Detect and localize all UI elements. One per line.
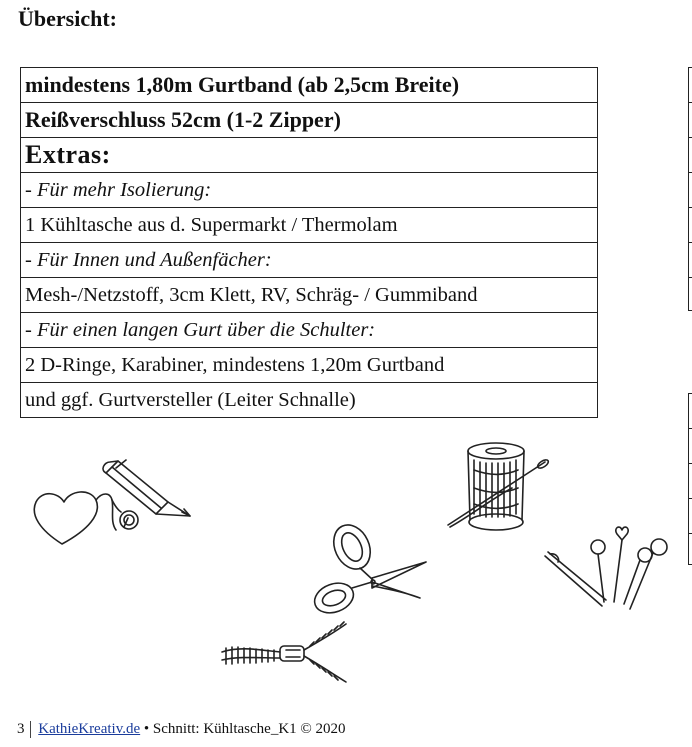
scissors-icon xyxy=(310,519,426,618)
table-cell: 2 D-Ringe, Karabiner, mindestens 1,20m Gurtband xyxy=(21,348,598,383)
page-number: 3 xyxy=(17,721,31,738)
table-cell: mindestens 1,80m Gurtband (ab 2,5cm Breite) xyxy=(21,68,598,103)
page-heading: Übersicht: xyxy=(18,6,117,31)
table-cell: - Für mehr Isolierung: xyxy=(21,173,598,208)
footer-bullet: • xyxy=(143,721,150,737)
site-link[interactable]: KathieKreativ.de xyxy=(38,721,141,737)
table-cell: Reißverschluss 52cm (1-2 Zipper) xyxy=(21,103,598,138)
heart-pincushion-icon xyxy=(34,492,138,544)
pins-icon xyxy=(545,527,667,609)
footer-text: Schnitt: Kühltasche_K1 © 2020 xyxy=(152,721,346,737)
table-cell: Mesh-/Netzstoff, 3cm Klett, RV, Schräg- / Gummiband xyxy=(21,278,598,313)
table-cell: - Für Innen und Außenfächer: xyxy=(21,243,598,278)
zipper-icon xyxy=(222,622,346,682)
table-cell: Extras: xyxy=(21,138,598,173)
table-cell: 1 Kühltasche aus d. Supermarkt / Thermolam xyxy=(21,208,598,243)
table-cell: - Für einen langen Gurt über die Schulter: xyxy=(21,313,598,348)
page-footer xyxy=(17,721,346,738)
table-cell: und ggf. Gurtversteller (Leiter Schnalle) xyxy=(21,383,598,418)
thread-spool-icon xyxy=(448,443,550,530)
